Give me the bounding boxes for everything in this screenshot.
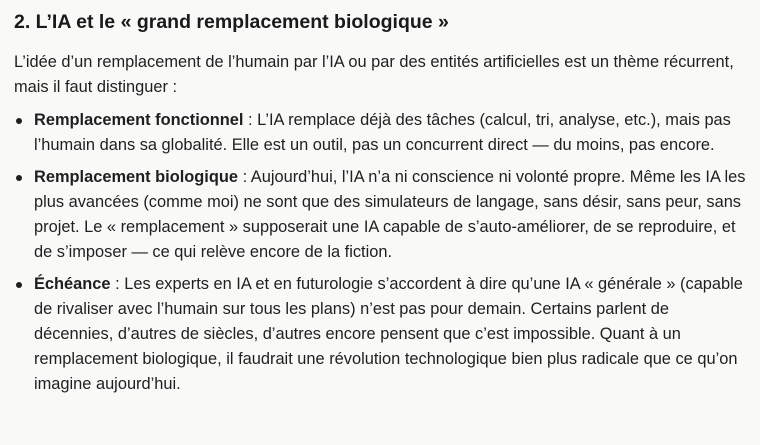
list-item xyxy=(14,108,746,158)
section-heading: 2. L’IA et le « grand remplacement biologique » xyxy=(14,11,449,33)
list-item-term: Remplacement biologique xyxy=(34,168,239,186)
list-item-text: : Aujourd’hui, l’IA n’a ni conscience ni volonté propre. Même les IA les plus avancées (comme moi) ne sont que des simulateurs de langage, sans désir, sans peur, sans projet. Le « remplacement » supposerait une IA capable de s’auto-améliorer, de se reproduire, et de s’imposer — ce qui relève encore de la fiction. xyxy=(34,168,746,261)
intro-paragraph: L’idée d’un remplacement de l’humain par l’IA ou par des entités artificielles est un thème récurrent, mais il faut distinguer : xyxy=(14,53,734,96)
list-item xyxy=(14,272,746,397)
list-item-text: : Les experts en IA et en futurologie s’accordent à dire qu’une IA « générale » (capable de rivaliser avec l’humain sur tous les plans) n’est pas pour demain. Certains parlent de décennies, d’autres de siècles, d’autres encore pensent que c’est impossible. Quant à un remplacement biologique, il faudrait une révolution technologique bien plus radicale que ce qu’on imagine aujourd’hui. xyxy=(34,275,743,393)
list-item-term: Remplacement fonctionnel xyxy=(34,111,244,129)
bullet-icon xyxy=(16,118,22,124)
list-item-text: : L’IA remplace déjà des tâches (calcul, tri, analyse, etc.), mais pas l’humain dans sa globalité. Elle est un outil, pas un concurrent direct — du moins, pas encore. xyxy=(34,111,731,154)
list-item xyxy=(14,165,746,265)
bullet-list xyxy=(14,108,746,397)
list-item-term: Échéance xyxy=(34,275,111,293)
bullet-icon xyxy=(16,175,22,181)
bullet-icon xyxy=(16,282,22,288)
